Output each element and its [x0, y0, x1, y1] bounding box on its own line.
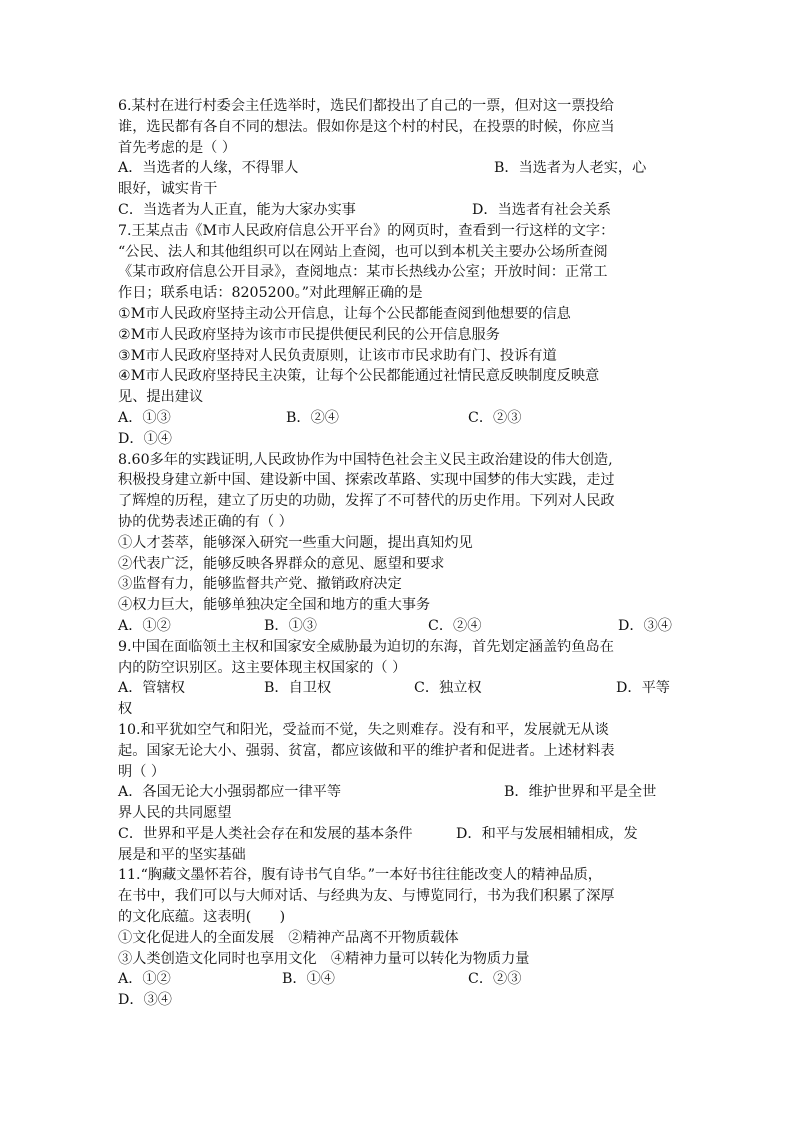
- question-stem-line: “公民、法人和其他组织可以在网站上查阅，也可以到本机关主要办公场所查阅: [118, 243, 608, 260]
- question-7: [118, 221, 678, 450]
- option-b: B．②④: [286, 409, 339, 426]
- statement-item: ②代表广泛，能够反映各界群众的意见、愿望和要求: [118, 555, 445, 572]
- question-stem-line: 起。国家无论大小、强弱、贫富，都应该做和平的维护者和促进者。上述材料表: [118, 742, 615, 759]
- option-d: D．③④: [118, 992, 172, 1009]
- option-d: D．平等: [616, 680, 670, 697]
- statement-item: ②M市人民政府坚持为该市市民提供便民利民的公开信息服务: [118, 326, 500, 343]
- question-stem-line: 9.中国在面临领土主权和国家安全威胁最为迫切的东海，首先划定涵盖钓鱼岛在: [118, 638, 614, 655]
- question-stem-line: 10.和平犹如空气和阳光，受益而不觉，失之则难存。没有和平，发展就无从谈: [118, 721, 609, 738]
- statement-item: ④M市人民政府坚持民主决策，让每个公民都能通过社情民意反映制度反映意: [118, 368, 600, 385]
- statement-item: ①M市人民政府坚持主动公开信息，让每个公民都能查阅到他想要的信息: [118, 305, 571, 322]
- statement-item: ①文化促进人的全面发展 ②精神产品离不开物质载体: [118, 929, 459, 946]
- statement-item: 见、提出建议: [118, 389, 204, 406]
- question-9: [118, 637, 678, 720]
- question-11: [118, 865, 678, 1011]
- option-c: C．当选者为人正直，能为大家办实事: [118, 201, 356, 218]
- options-row: [118, 158, 678, 179]
- question-stem-line: 了辉煌的历程，建立了历史的功勋，发挥了不可替代的历史作用。下列对人民政: [118, 493, 615, 510]
- question-stem-line: 首先考虑的是（ ）: [118, 139, 237, 156]
- option-d: D．③④: [618, 617, 672, 634]
- options-row: [118, 616, 678, 637]
- option-c: C．②③: [468, 409, 522, 426]
- option-d: D．当选者有社会关系: [472, 201, 612, 218]
- question-8: [118, 450, 678, 637]
- option-b: B．当选者为人老实，心: [494, 160, 647, 177]
- option-d-continued: 展是和平的坚实基础: [118, 846, 246, 863]
- question-stem-line: 在书中，我们可以与大师对话、与经典为友、与博览同行，书为我们积累了深厚: [118, 888, 615, 905]
- question-stem-line: 作日；联系电话：8205200。”对此理解正确的是: [118, 285, 423, 302]
- question-stem-line: 的文化底蕴。这表明( ): [118, 909, 286, 926]
- question-stem-line: 明（ ）: [118, 763, 166, 780]
- statement-item: ①人才荟萃，能够深入研究一些重大问题，提出真知灼见: [118, 534, 473, 551]
- options-row: [118, 200, 678, 221]
- option-a: A．①③: [118, 409, 171, 426]
- option-d: D．和平与发展相辅相成，发: [456, 825, 638, 842]
- option-c: C．②③: [468, 971, 522, 988]
- option-c: C．独立权: [414, 680, 482, 697]
- options-row: [118, 782, 678, 803]
- question-stem-line: 谁，选民都有各自不同的想法。假如你是这个村的村民，在投票的时候，你应当: [118, 118, 615, 135]
- option-a: A．①②: [118, 617, 171, 634]
- option-c: C．世界和平是人类社会存在和发展的基本条件: [118, 825, 413, 842]
- statement-item: ③监督有力，能够监督共产党、撤销政府决定: [118, 576, 402, 593]
- question-stem-line: 积极投身建立新中国、建设新中国、探索改革路、实现中国梦的伟大实践，走过: [118, 472, 615, 489]
- options-row: [118, 824, 678, 845]
- option-a: A．当选者的人缘，不得罪人: [118, 160, 299, 177]
- question-stem-line: 内的防空识别区。这主要体现主权国家的（ ）: [118, 659, 407, 676]
- question-stem-line: 6.某村在进行村委会主任选举时，选民们都投出了自己的一票，但对这一票投给: [118, 98, 614, 114]
- question-6: [118, 96, 678, 221]
- option-b-continued: 界人民的共同愿望: [118, 805, 232, 822]
- option-a: A．管辖权: [118, 680, 185, 697]
- question-stem-line: 8.60多年的实践证明,人民政协作为中国特色社会主义民主政治建设的伟大创造,: [118, 451, 613, 468]
- options-row: [118, 678, 678, 699]
- question-stem-line: 协的优势表述正确的有（ ）: [118, 513, 293, 530]
- statement-item: ④权力巨大，能够单独决定全国和地方的重大事务: [118, 597, 431, 614]
- option-d-continued: 权: [118, 701, 133, 718]
- statement-item: ③人类创造文化同时也享用文化 ④精神力量可以转化为物质力量: [118, 950, 530, 967]
- option-d: D．①④: [118, 430, 172, 447]
- question-stem-line: 《某市政府信息公开目录》，查阅地点：某市长热线办公室；开放时间：正常工: [118, 264, 608, 281]
- option-b: B．①③: [264, 617, 317, 634]
- statement-item: ③M市人民政府坚持对人民负责原则，让该市市民求助有门、投诉有道: [118, 347, 557, 364]
- option-b: B．①④: [282, 971, 335, 988]
- question-stem-line: 11.“胸藏文墨怀若谷，腹有诗书气自华。”一本好书往往能改变人的精神品质，: [118, 867, 602, 884]
- option-b: B．维护世界和平是全世: [504, 784, 657, 801]
- options-row: [118, 408, 678, 429]
- options-row: [118, 969, 678, 990]
- option-c: C．②④: [428, 617, 482, 634]
- exam-page: [118, 96, 678, 1011]
- option-a: A．各国无论大小强弱都应一律平等: [118, 784, 342, 801]
- option-b-continued: 眼好，诚实肯干: [118, 181, 218, 198]
- option-a: A．①②: [118, 971, 171, 988]
- option-b: B．自卫权: [264, 680, 332, 697]
- question-stem-line: 7.王某点击《M市人民政府信息公开平台》的网页时，查看到一行这样的文字：: [118, 222, 615, 239]
- question-10: [118, 720, 678, 866]
